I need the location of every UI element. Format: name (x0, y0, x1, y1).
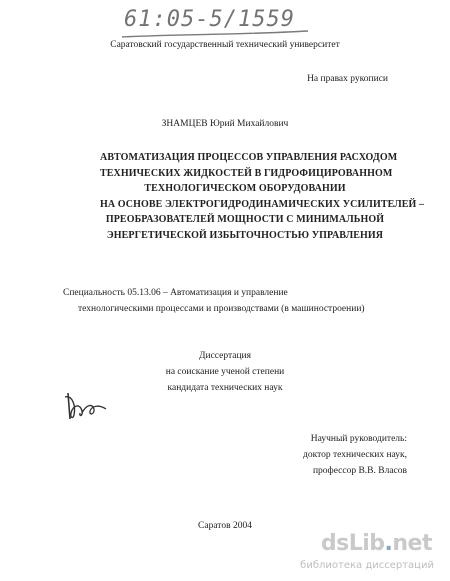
supervisor-line: Научный руководитель: (310, 434, 407, 444)
rights-note: На правах рукописи (307, 74, 388, 84)
dissertation-title (100, 150, 425, 243)
title-line: ПРЕОБРАЗОВАТЕЛЕЙ МОЩНОСТИ С МИНИМАЛЬНОЙ (105, 214, 385, 225)
supervisor-block (303, 431, 407, 479)
handwritten-stamp (118, 5, 318, 41)
title-line: АВТОМАТИЗАЦИЯ ПРОЦЕССОВ УПРАВЛЕНИЯ РАСХОДОМ (100, 152, 398, 163)
specialty-line: Специальность 05.13.06 – Автоматизация и управление (63, 288, 288, 298)
watermark-logo-tld: net (392, 531, 432, 556)
university-name: Саратовский государственный технический университет (110, 40, 340, 50)
degree-line: Диссертация (199, 351, 251, 361)
title-line: ТЕХНОЛОГИЧЕСКОМ ОБОРУДОВАНИИ (144, 183, 346, 194)
specialty-block (63, 285, 393, 317)
supervisor-line: профессор В.В. Власов (312, 466, 407, 476)
specialty-line: технологическими процессами и производствами (в машиностроении) (78, 304, 365, 314)
title-line: НА ОСНОВЕ ЭЛЕКТРОГИДРОДИНАМИЧЕСКИХ УСИЛИТЕЛЕЙ – (100, 198, 425, 210)
watermark-logo-dot: . (384, 531, 393, 556)
handwritten-signature (62, 383, 112, 425)
author-name: ЗНАМЦЕВ Юрий Михайлович (161, 119, 289, 129)
watermark-logo-main: dsLib (320, 531, 385, 556)
watermark-logo (321, 531, 432, 556)
city-year: Саратов 2004 (198, 521, 252, 531)
degree-line: кандидата технических наук (167, 383, 283, 393)
stamp-text: 61:05-5/1559 (124, 7, 295, 32)
degree-line: на соискание ученой степени (165, 367, 285, 377)
title-line: ЭНЕРГЕТИЧЕСКОЙ ИЗБЫТОЧНОСТЬЮ УПРАВЛЕНИЯ (106, 229, 384, 241)
title-line: ТЕХНИЧЕСКИХ ЖИДКОСТЕЙ В ГИДРОФИЦИРОВАННОМ (100, 167, 393, 179)
dslib-watermark (290, 531, 440, 575)
watermark-caption: библиотека диссертаций (300, 560, 434, 571)
supervisor-line: доктор технических наук, (303, 450, 407, 460)
